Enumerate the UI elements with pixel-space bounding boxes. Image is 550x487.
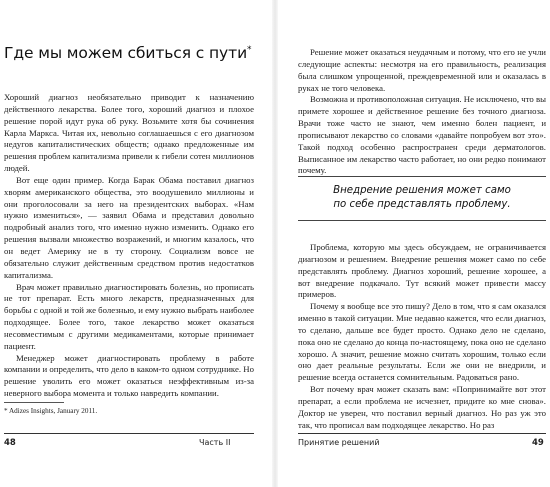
paragraph: Проблема, которую мы здесь обсуждаем, не ограничивается диагнозом и решением. Внедрение решения может само по себе представлять проблему. Диагноз хороший, решение хорошее, а вот внедрение подкачало. Тут всякий может привести массу примеров. [298,242,546,300]
page-number: 49 [532,438,544,448]
paragraph: Менеджер может диагностировать проблему в работе компании и определить, что дело в каком-то одном сотруднике. Но решение уволить его может оказаться неэффективным из-за неверного выбора момента и только навредить компании. [4,352,254,399]
footer-rule [298,433,546,434]
paragraph: Вот еще один пример. Когда Барак Обама поставил диагноз хворям американского общества, это воодушевило миллионы и они проголосовали за него на президентских выборах. «Нам нужно измениться», — заявил Обама и представил довольно подробный анализ того, что именно нужно изменить. Однако его решения вызвали множество возражений, и многим казалось, что он ведет Америку не в ту сторону. Социализм вовсе не обязательно служит действенным средством против недостатков капитализма. [4,174,254,280]
right-page [275,0,550,487]
pull-quote-line: по себе представлять проблему. [333,199,511,210]
footnote: * Adizes Insights, January 2011. [4,407,98,415]
paragraph: Хороший диагноз необязательно приводит к назначению действенного лекарства. Более того, хороший диагноз и плохое решение порой идут рука об руку. Возьмите хотя бы сочинения Карла Маркса. Читая их, невольно соглашаешься с его диагнозом недугов капиталистических обществ; однако предложенные им решения проблем капитализма привели к гибели сотен миллионов людей. [4,92,254,174]
right-body-text-top [298,47,546,177]
running-footer-part: Часть II [199,438,231,447]
chapter-title: Где мы можем сбиться с пути* [4,44,252,62]
footnote-divider [4,402,64,403]
paragraph: Почему я вообще все это пишу? Дело в том, что я сам оказался именно в такой ситуации. Мне недавно кажется, что если диагноз, то сделано, дальше все будет просто. Однако дело не сделано, пока оно не сделано до конца по-настоящему, пока оно не сделано хорошо. А значит, решение можно считать хорошим, только если оно дает реальные результаты. Если же они не внедрили, и решение всегда останется сомнительным. Радоваться рано. [298,301,546,383]
pull-quote [298,176,546,221]
right-body-text-bottom [298,242,546,432]
footer-rule [4,433,254,434]
pull-quote-line: Внедрение решения может само [333,185,511,196]
running-footer-section: Принятие решений [298,438,380,447]
paragraph: Решение может оказаться неудачным и потому, что его не учли следующие аспекты: несмотря на его правильность, реализация была слишком упрощенной, преждевременной или и оказалась в руках не того человека. [298,47,546,93]
paragraph: Врач может правильно диагностировать болезнь, но прописать не тот препарат. Есть много лекарств, предназначенных для борьбы с одной и той же болезнью, и ему нужно выбрать наиболее подходящее. Более того, такое лекарство может оказаться несовместимым с другими медикаментами, которые принимает пациент. [4,281,254,351]
paragraph: Вот почему врач может сказать вам: «Попринимайте вот этот препарат, а если проблема не исчезнет, придите ко мне снова». Доктор не уверен, что поставил верный диагноз. Но раз уж это так, что прописал вам подходящее лекарство. Но раз [298,384,546,430]
paragraph: Возможна и противоположная ситуация. Не исключено, что вы примете хорошее и действенное решение без точного диагноза. Врачи тоже часто не знают, чем именно болен пациент, и прописывают лекарство со словами «давайте попробуем вот это». Такой подход особенно распространен среди дерматологов. Выписанное им лекарство часто работает, но они редко понимают почему. [298,94,546,176]
left-body-text [4,92,254,400]
footnote-mark: * [247,44,252,55]
page-number: 48 [4,438,16,448]
